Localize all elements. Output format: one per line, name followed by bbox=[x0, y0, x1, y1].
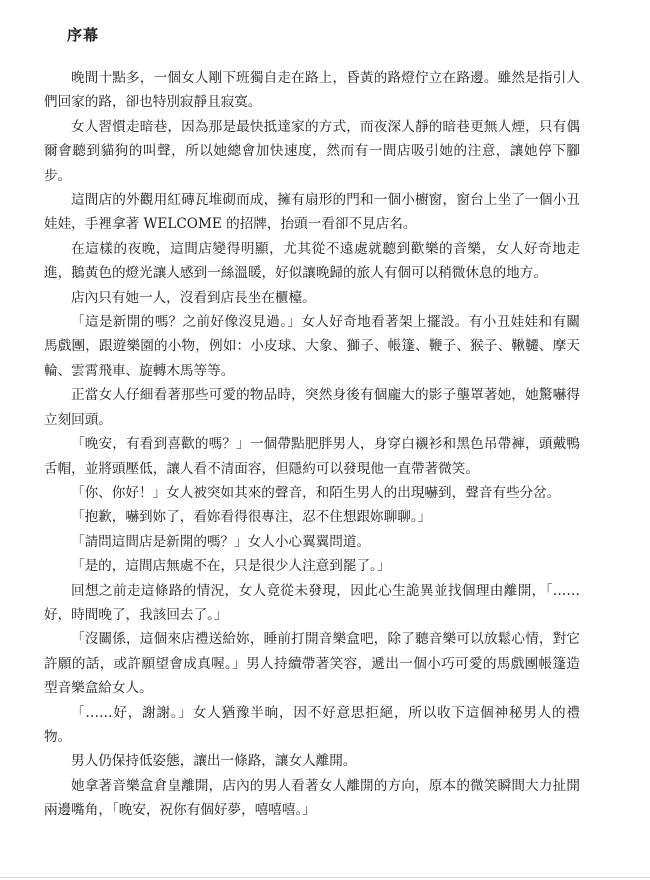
paragraph: 「這是新開的嗎？之前好像沒見過。」女人好奇地看著架上擺設。有小丑娃娃和有關馬戲團，跟遊樂園的小物，例如：小皮球、大象、獅子、帳篷、鞭子、猴子、鞦韆、摩天輪、雲霄飛車、旋轉木馬等等。 bbox=[44, 314, 580, 379]
paragraph: 她拿著音樂盒倉皇離開，店內的男人看著女人離開的方向，原本的微笑瞬間大力扯開兩邊嘴角，「晚安，祝你有個好夢，嘻嘻嘻。」 bbox=[44, 777, 580, 819]
paragraph: 「是的，這間店無處不在，只是很少人注意到罷了。」 bbox=[71, 558, 391, 575]
paragraph: 「……好，謝謝。」女人猶豫半晌，因不好意思拒絕，所以收下這個神秘男人的禮物。 bbox=[44, 704, 580, 745]
page-bottom-edge bbox=[0, 877, 650, 878]
paragraph: 在這樣的夜晚，這間店變得明顯，尤其從不遠處就聽到歡樂的音樂，女人好奇地走進，鵝黃色的燈光讓人感到一絲溫暖，好似讓晚歸的旅人有個可以稍微休息的地方。 bbox=[44, 240, 580, 282]
paragraph: 「晚安，有看到喜歡的嗎？」一個帶點肥胖男人，身穿白襯衫和黑色吊帶褲，頭戴鴨舌帽，並將頭壓低，讓人看不清面容，但隱約可以發現他一直帶著微笑。 bbox=[44, 436, 580, 477]
paragraph: 男人仍保持低姿態，讓出一條路，讓女人離開。 bbox=[71, 753, 357, 770]
paragraph: 晚間十點多，一個女人剛下班獨自走在路上，昏黃的路燈佇立在路邊。雖然是指引人們回家的路，卻也特別寂靜且寂寞。 bbox=[44, 70, 580, 111]
paragraph: 「你、你好！」女人被突如其來的聲音，和陌生男人的出現嚇到，聲音有些分岔。 bbox=[71, 484, 561, 501]
paragraph: 女人習慣走暗巷，因為那是最快抵達家的方式，而夜深人靜的暗巷更無人煙，只有偶爾會聽到貓狗的叫聲，所以她總會加快速度，然而有一間店吸引她的注意，讓她停下腳步。 bbox=[44, 118, 580, 184]
paragraph: 「沒關係，這個來店禮送給妳，睡前打開音樂盒吧，除了聽音樂可以放鬆心情，對它許願的話，或許願望會成真喔。」男人持續帶著笑容，遞出一個小巧可愛的馬戲團帳篷造型音樂盒給女人。 bbox=[44, 631, 580, 697]
body-text bbox=[44, 66, 580, 823]
paragraph: 店內只有她一人，沒看到店長坐在櫃檯。 bbox=[71, 289, 316, 306]
paragraph: 「請問這間店是新開的嗎？」女人小心翼翼問道。 bbox=[71, 533, 371, 550]
chapter-title: 序幕 bbox=[67, 26, 100, 44]
paragraph: 這間店的外觀用紅磚瓦堆砌而成，擁有扇形的門和一個小櫥窗，窗台上坐了一個小丑娃娃，手裡拿著 WELCOME 的招牌，抬頭一看卻不見店名。 bbox=[44, 192, 580, 233]
paragraph: 「抱歉，嚇到妳了，看妳看得很專注，忍不住想跟妳聊聊。」 bbox=[71, 509, 432, 526]
paragraph: 回想之前走這條路的情況，女人竟從未發現，因此心生詭異並找個理由離開，「……好，時間晚了，我該回去了。」 bbox=[44, 582, 580, 623]
paragraph: 正當女人仔細看著那些可愛的物品時，突然身後有個龐大的影子壟罩著她，她驚嚇得立刻回頭。 bbox=[44, 387, 580, 428]
